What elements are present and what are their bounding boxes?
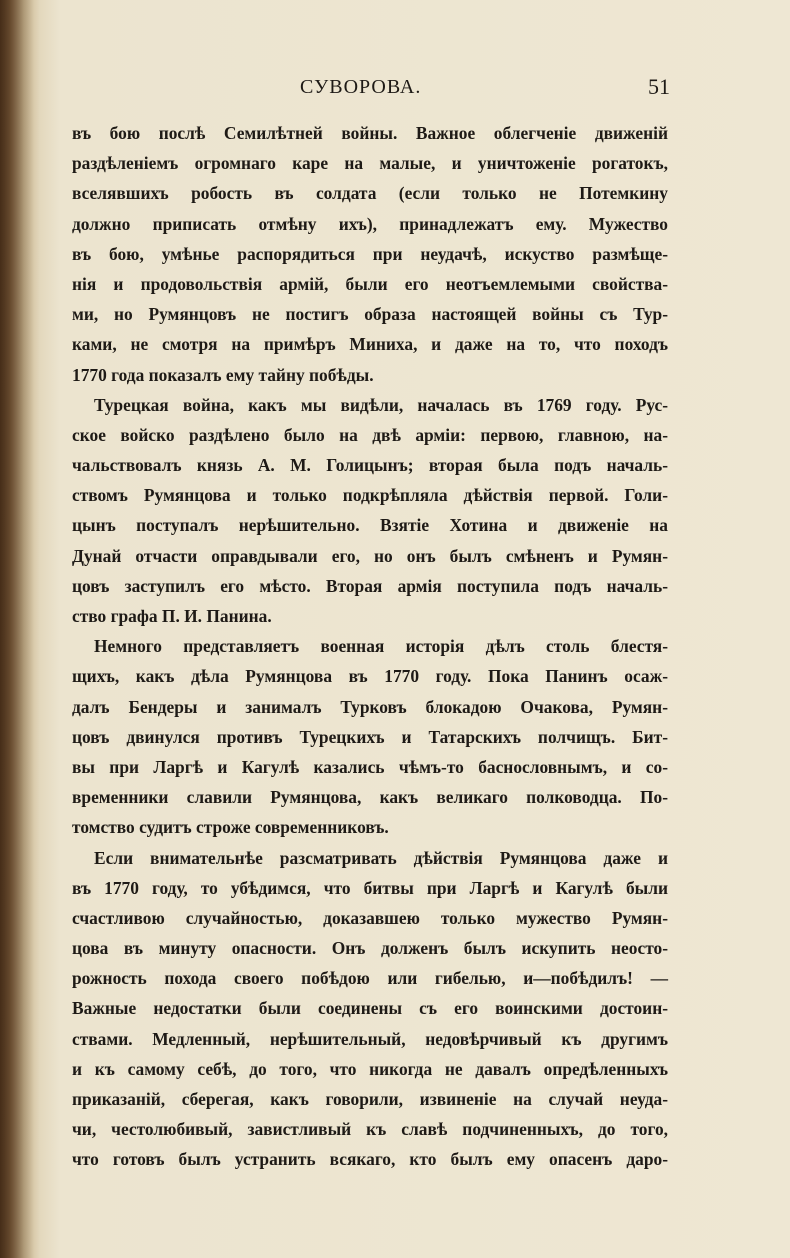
text-line: ми, но Румянцовъ не постигъ образа настоящей войны съ Тур- [72, 304, 668, 325]
text-line: щихъ, какъ дѣла Румянцова въ 1770 году. Пока Панинъ осаж- [72, 666, 668, 687]
text-line: счастливою случайностью, доказавшею только мужество Румян- [72, 907, 668, 928]
text-line: Важные недостатки были соединены съ его воинскими достоин- [72, 998, 668, 1019]
text-line: томство судитъ строже современниковъ. [72, 817, 389, 838]
text-line: вы при Ларгѣ и Кагулѣ казались чѣмъ-то баснословнымъ, и со- [72, 756, 668, 777]
text-line: Дунай отчасти оправдывали его, но онъ былъ смѣненъ и Румян- [72, 545, 668, 566]
text-line: должно приписать отмѣну ихъ), принадлежатъ ему. Мужество [72, 213, 668, 234]
text-line: въ 1770 году, то убѣдимся, что битвы при Ларгѣ и Кагулѣ были [72, 877, 668, 898]
body-text [72, 118, 668, 1175]
text-line: нія и продовольствія армій, были его неотъемлемыми свойства- [72, 273, 668, 294]
text-line: ство графа П. И. Панина. [72, 606, 272, 626]
page-number: 51 [648, 74, 670, 99]
text-line: ками, не смотря на примѣръ Миниха, и даже на то, что походъ [72, 334, 668, 355]
running-title: СУВОРОВА. [300, 76, 422, 98]
text-line: чальствовалъ князь А. М. Голицынъ; вторая была подъ началь- [72, 455, 668, 476]
book-spine-shadow [0, 0, 34, 1258]
text-line: ствами. Медленный, нерѣшительный, недовѣрчивый къ другимъ [72, 1028, 668, 1049]
text-line: Турецкая война, какъ мы видѣли, началась въ 1769 году. Рус- [94, 394, 668, 415]
text-line: вселявшихъ робость въ солдата (если только не Потемкину [72, 183, 668, 204]
text-line: ское войско раздѣлено было на двѣ арміи: первою, главною, на- [72, 424, 668, 445]
text-line: чи, честолюбивый, завистливый къ славѣ подчиненныхъ, до того, [72, 1119, 668, 1140]
text-line: что готовъ былъ устранить всякаго, кто былъ ему опасенъ даро- [72, 1149, 668, 1170]
text-line: Если внимательнѣе разсматривать дѣйствія Румянцова даже и [94, 847, 668, 868]
text-line: рожность похода своего побѣдою или гибелью, и—побѣдилъ! — [72, 968, 668, 989]
text-line: раздѣленіемъ огромнаго каре на малые, и уничтоженіе рогатокъ, [72, 153, 668, 174]
text-line: Немного представляетъ военная исторія дѣлъ столь блестя- [94, 636, 668, 657]
text-line: въ бою, умѣнье распорядиться при неудачѣ, искуство размѣще- [72, 243, 668, 264]
text-line: цова въ минуту опасности. Онъ долженъ былъ искупить неосто- [72, 938, 668, 959]
text-line: и къ самому себѣ, до того, что никогда не давалъ опредѣленныхъ [72, 1058, 668, 1079]
text-line: приказаній, сберегая, какъ говорили, извиненіе на случай неуда- [72, 1089, 668, 1109]
page-header [70, 70, 670, 110]
text-line: цовъ заступилъ его мѣсто. Вторая армія поступила подъ началь- [72, 575, 668, 596]
text-line: въ бою послѣ Семилѣтней войны. Важное облегченіе движеній [72, 123, 668, 143]
text-line: далъ Бендеры и занималъ Турковъ блокадою Очакова, Румян- [72, 696, 668, 717]
text-line: цовъ двинулся противъ Турецкихъ и Татарскихъ полчищъ. Бит- [72, 726, 668, 747]
text-line: временники славили Румянцова, какъ великаго полководца. По- [72, 787, 668, 808]
text-line: цынъ поступалъ нерѣшительно. Взятіе Хотина и движеніе на [72, 515, 668, 536]
text-line: ствомъ Румянцова и только подкрѣпляла дѣйствія первой. Голи- [72, 485, 668, 506]
text-line: 1770 года показалъ ему тайну побѣды. [72, 364, 374, 385]
